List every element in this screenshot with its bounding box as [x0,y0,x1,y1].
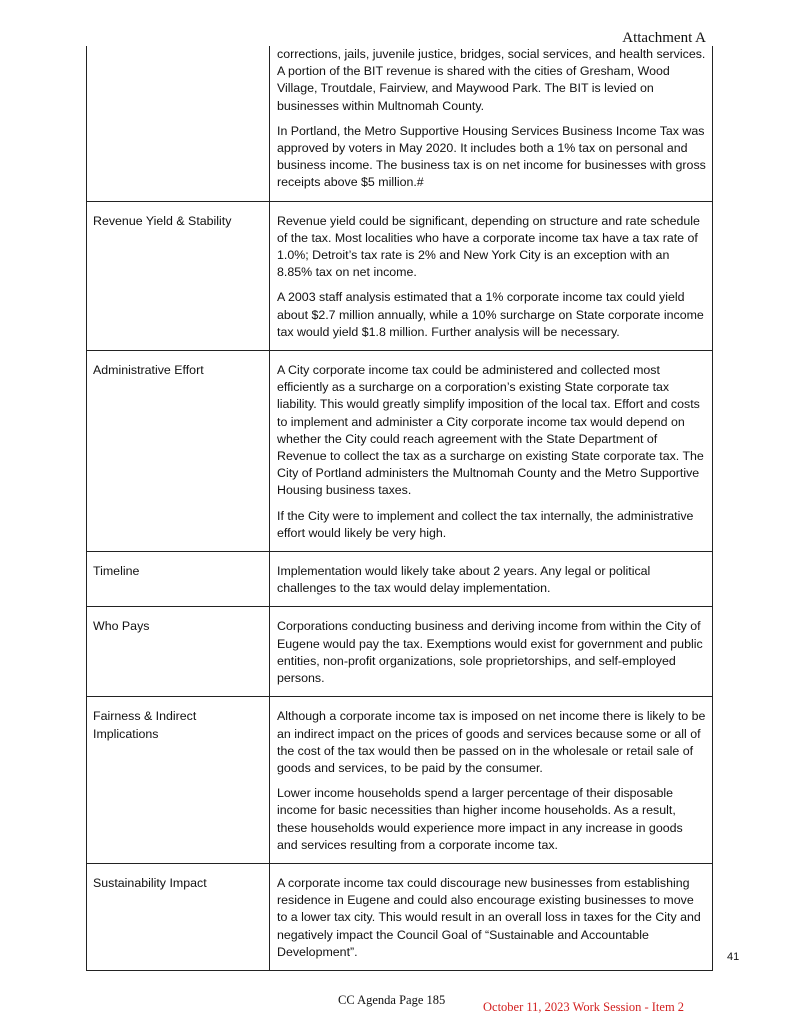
description-paragraph: Although a corporate income tax is imposed on net income there is likely to be an indirect impact on the prices of goods and services because some or all of the cost of the tax would then be passed on in the wholesale or retail sale of goods and services, to be paid by the consumer. [277,709,706,775]
description-paragraph: Revenue yield could be significant, depending on structure and rate schedule of the tax. Most localities who have a corporate income tax have a tax rate of 1.0%; Detroit’s tax rate is 2% and New York City is an exception with an 8.85% tax on net income. [277,213,700,280]
description-paragraph: In Portland, the Metro Supportive Housing Services Business Income Tax was approved by voters in May 2020. It includes both a 1% tax on personal and business income. The business tax is on net income for businesses with gross receipts above $5 million.# [277,123,706,190]
row-label: Who Pays [87,607,270,697]
attachment-label: Attachment A [622,30,706,46]
table-row [87,351,713,552]
row-description [270,46,713,201]
row-label: Administrative Effort [87,351,270,552]
row-label [87,46,270,201]
row-description [270,351,713,552]
description-paragraph: Lower income households spend a larger percentage of their disposable income for basic necessities than higher income households. As a result, these households would experience more impact in any increase in goods and services resulting from a corporate income tax. [277,786,683,852]
description-paragraph: A City corporate income tax could be administered and collected most efficiently as a surcharge on a corporation’s existing State corporate tax liability. This would greatly simplify imposition of the local tax. Effort and costs to implement and administer a City corporate income tax would depend on whether the City could reach agreement with the State Department of Revenue to collect the tax as a surcharge on existing State corporate tax. The City of Portland administers the Multnomah County and the Metro Supportive Housing business taxes. [277,363,704,498]
row-description [270,201,713,350]
row-label: Sustainability Impact [87,863,270,970]
table-row [87,201,713,350]
agenda-page-footer: CC Agenda Page 185 [338,993,446,1007]
work-session-footer: October 11, 2023 Work Session - Item 2 [483,1000,685,1014]
description-paragraph: Implementation would likely take about 2 years. Any legal or political challenges to the tax would delay implementation. [277,564,651,596]
row-label: Revenue Yield & Stability [87,201,270,350]
row-label: Timeline [87,552,270,607]
page-number: 41 [727,951,740,963]
table-row [87,552,713,607]
description-paragraph: A 2003 staff analysis estimated that a 1% corporate income tax could yield about $2.7 million annually, while a 10% surcharge on State corporate income tax would yield $1.8 million. Further analysis will be necessary. [277,290,704,339]
row-description [270,552,713,607]
row-description [270,607,713,697]
row-description [270,697,713,864]
row-description [270,863,713,970]
table-row [87,863,713,970]
table-row [87,46,713,201]
description-paragraph: If the City were to implement and collect the tax internally, the administrative effort would likely be very high. [277,508,694,540]
description-paragraph: corrections, jails, juvenile justice, bridges, social services, and health services. A portion of the BIT revenue is shared with the cities of Gresham, Wood Village, Troutdale, Fairview, and Maywood Park. The BIT is levied on businesses within Multnomah County. [277,47,706,113]
evaluation-table [86,46,713,971]
row-label: Fairness & Indirect Implications [87,697,270,864]
description-paragraph: A corporate income tax could discourage new businesses from establishing residence in Eugene and could also encourage existing businesses to move to a lower tax city. This would result in an overall loss in taxes for the City and negatively impact the Council Goal of “Sustainable and Accountable Development”. [277,875,701,959]
table-row [87,697,713,864]
description-paragraph: Corporations conducting business and deriving income from within the City of Eugene would pay the tax. Exemptions would exist for government and public entities, non-profit organizations, sole proprietorships, and self-employed persons. [277,619,703,686]
table-row [87,607,713,697]
